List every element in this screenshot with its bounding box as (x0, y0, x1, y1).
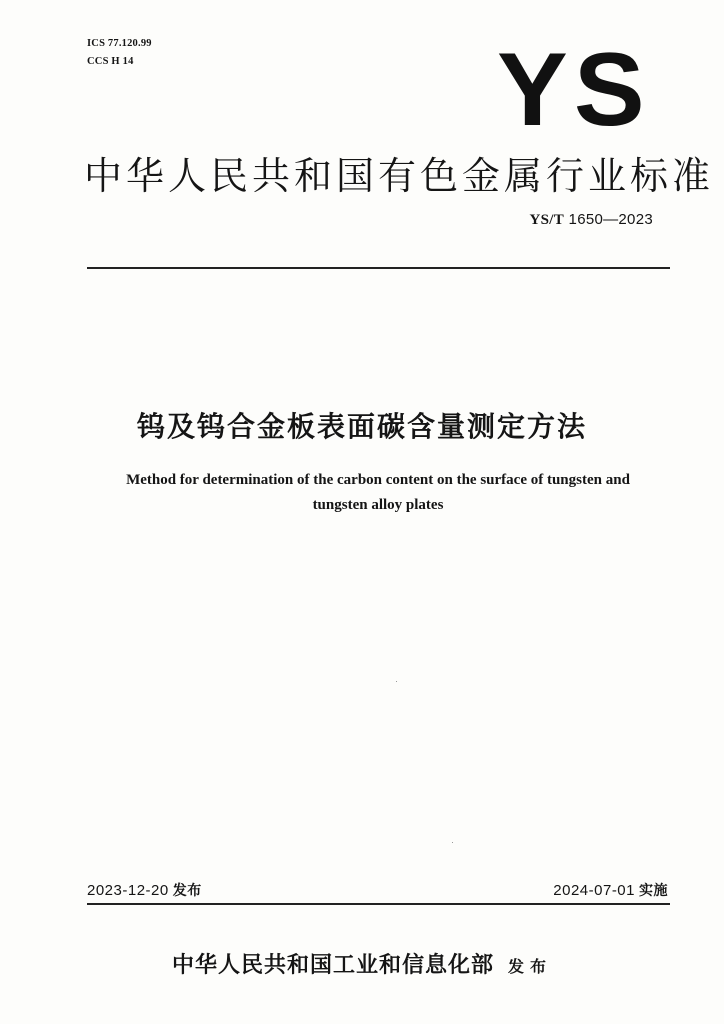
publisher-name: 中华人民共和国工业和信息化部 (171, 952, 494, 978)
issue-label: 发布 (172, 883, 202, 899)
ics-code: ICS 77.120.99 (87, 38, 152, 49)
english-title-line-1: Method for determination of the carbon content on the surface of tungsten and (126, 472, 630, 488)
standard-number (530, 211, 653, 229)
bottom-divider (87, 903, 670, 905)
document-title-chinese: 钨及钨合金板表面碳含量测定方法 (136, 410, 587, 443)
top-divider (87, 267, 670, 269)
issue-date (87, 880, 202, 900)
standard-number-value: 1650—2023 (568, 211, 653, 228)
publisher-line (0, 948, 724, 979)
scan-speck (396, 681, 397, 682)
implementation-label: 实施 (639, 883, 668, 899)
scan-speck (452, 842, 453, 843)
standard-category-title: 中华人民共和国有色金属行业标准 (84, 154, 715, 198)
ccs-code: CCS H 14 (87, 56, 134, 67)
standard-number-prefix: YS/T (529, 212, 565, 228)
implementation-date (553, 880, 668, 900)
publisher-action: 发布 (508, 957, 553, 976)
ys-logo: YS (497, 32, 651, 148)
english-title-line-2: tungsten alloy plates (312, 497, 444, 513)
issue-date-value: 2023-12-20 (87, 882, 169, 899)
implementation-date-value: 2024-07-01 (553, 882, 635, 899)
document-title-english (80, 468, 676, 518)
